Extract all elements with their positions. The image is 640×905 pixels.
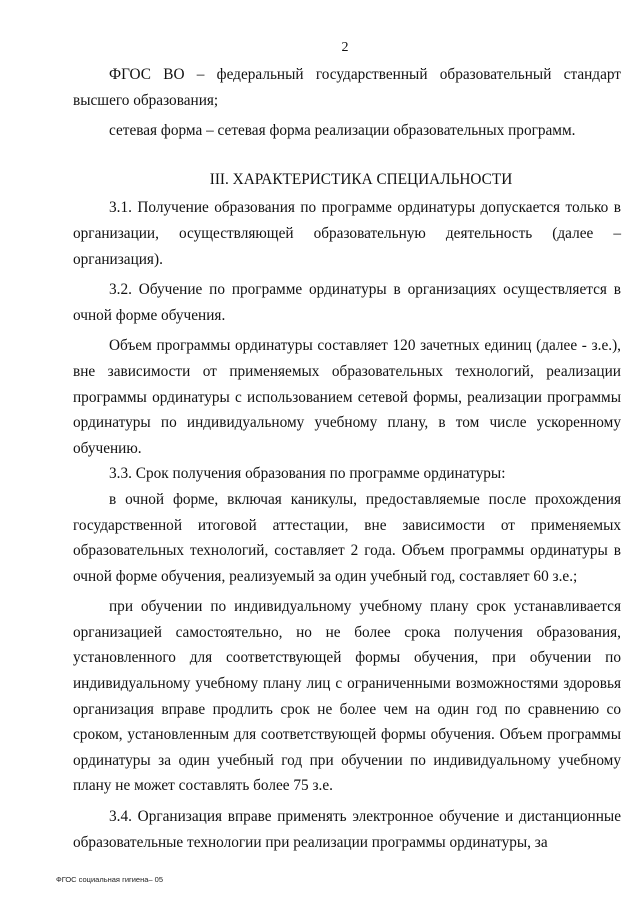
paragraph-volume: Объем программы ординатуры составляет 120 зачетных единиц (далее - з.е.), вне зависимости от применяемых образовательных технологий, реализации программы ординатуры с использованием сетевой формы, реализации программы ординатуры по индивидуальному учебному плану, в том числе ускоренному обучению. — [73, 337, 621, 457]
page-number: 2 — [341, 40, 349, 55]
paragraph-3-3: 3.3. Срок получения образования по программе ординатуры: — [109, 465, 506, 483]
document-body — [73, 62, 621, 855]
section-heading: III. ХАРАКТЕРИСТИКА СПЕЦИАЛЬНОСТИ — [209, 170, 513, 188]
definition-fgos: ФГОС ВО – федеральный государственный образовательный стандарт высшего образования; — [73, 66, 621, 109]
paragraph-3-4: 3.4. Организация вправе применять электронное обучение и дистанционные образовательные технологии при реализации программы ординатуры, за — [73, 808, 621, 851]
definition-network-form: сетевая форма – сетевая форма реализации образовательных программ. — [109, 122, 576, 140]
paragraph-full-time: в очной форме, включая каникулы, предоставляемые после прохождения государственной итоговой аттестации, вне зависимости от применяемых образовательных технологий, составляет 2 года. Объем программы ординатуры в очной форме обучения, реализуемый за один учебный год, составляет 60 з.е.; — [73, 490, 621, 585]
paragraph-3-2: 3.2. Обучение по программе ординатуры в организациях осуществляется в очной форме обучения. — [73, 281, 621, 324]
footer-label: ФГОС социальная гигиена– 05 — [56, 875, 164, 884]
paragraph-3-1: 3.1. Получение образования по программе ординатуры допускается только в организации, осуществляющей образовательную деятельность (далее – организация). — [73, 199, 621, 268]
paragraph-individual-plan: при обучении по индивидуальному учебному плану срок устанавливается организацией самостоятельно, но не более срока получения образования, установленного для соответствующей формы обучения, при обучении по индивидуальному учебному плану лиц с ограниченными возможностями здоровья организация вправе продлить срок не более чем на один год по сравнению со сроком, установленным для соответствующей формы обучения. Объем программы ординатуры за один учебный год при обучении по индивидуальному учебному плану не может составлять более 75 з.е. — [73, 598, 621, 795]
